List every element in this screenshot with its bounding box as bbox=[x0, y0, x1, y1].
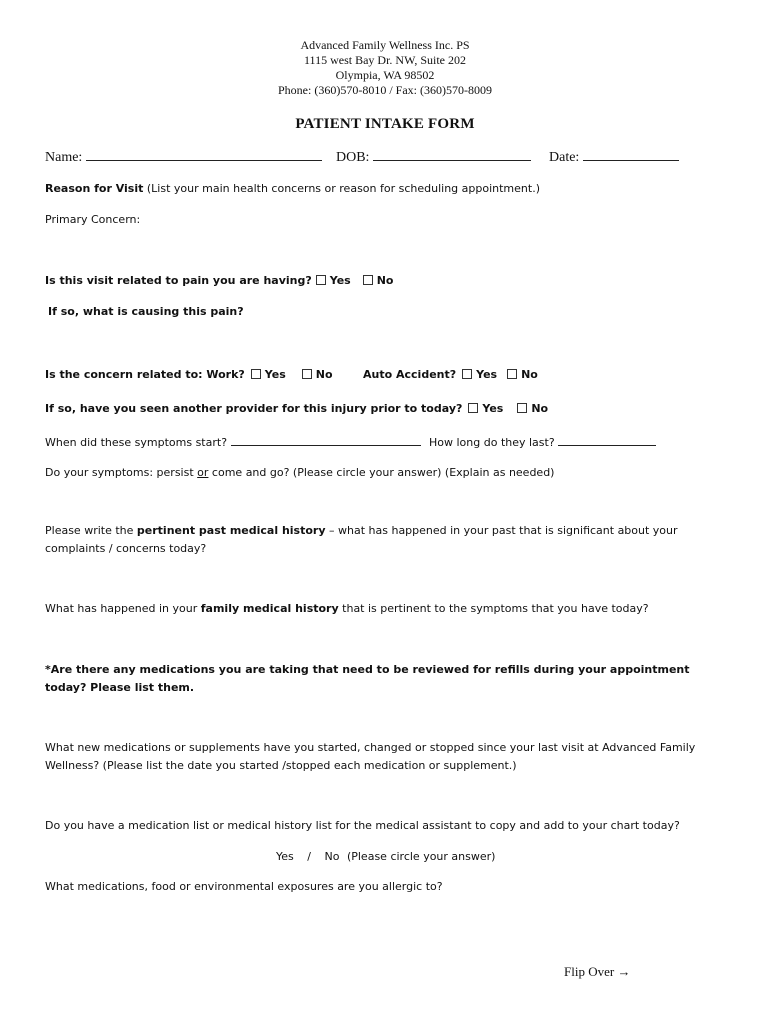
past-history-post: – what has happened in your past that is significant about your complaints / concerns today? bbox=[45, 524, 678, 555]
auto-accident-question bbox=[363, 366, 538, 384]
provider-no-label: No bbox=[531, 402, 549, 415]
name-field-group bbox=[45, 148, 322, 166]
name-label: Name: bbox=[45, 150, 83, 165]
work-no-checkbox[interactable] bbox=[302, 369, 312, 379]
pain-cause-question: If so, what is causing this pain? bbox=[48, 305, 244, 318]
pain-no-checkbox[interactable] bbox=[363, 275, 373, 285]
work-yes-label: Yes bbox=[264, 368, 286, 381]
org-address-line1: 1115 west Bay Dr. NW, Suite 202 bbox=[304, 53, 466, 67]
family-history-question bbox=[45, 600, 649, 618]
symptoms-duration-input-line[interactable] bbox=[558, 433, 656, 446]
past-medical-history-question bbox=[45, 522, 725, 558]
family-history-pre: What has happened in your bbox=[45, 602, 201, 615]
pain-yes-checkbox[interactable] bbox=[316, 275, 326, 285]
form-title: PATIENT INTAKE FORM bbox=[295, 116, 475, 132]
persist-text-pre: Do your symptoms: persist bbox=[45, 466, 198, 479]
work-related-question bbox=[45, 366, 333, 384]
symptoms-start-input-line[interactable] bbox=[231, 433, 421, 446]
dob-label: DOB: bbox=[336, 150, 370, 165]
other-provider-text: If so, have you seen another provider for this injury prior to today? bbox=[45, 402, 463, 415]
reason-for-visit-label: Reason for Visit bbox=[45, 182, 144, 195]
auto-accident-text: Auto Accident? bbox=[363, 368, 457, 381]
dob-field-group bbox=[336, 148, 531, 166]
answer-no[interactable]: No bbox=[324, 850, 340, 863]
auto-no-label: No bbox=[521, 368, 538, 381]
provider-yes-checkbox[interactable] bbox=[468, 403, 478, 413]
org-phone-fax: Phone: (360)570-8010 / Fax: (360)570-8009 bbox=[278, 83, 492, 97]
symptoms-start-label: When did these symptoms start? bbox=[45, 436, 228, 449]
org-name: Advanced Family Wellness Inc. PS bbox=[300, 38, 470, 52]
primary-concern-label: Primary Concern: bbox=[45, 213, 141, 226]
auto-no-checkbox[interactable] bbox=[507, 369, 517, 379]
past-history-bold: pertinent past medical history bbox=[136, 524, 326, 537]
medication-list-question: Do you have a medication list or medical history list for the medical assistant to copy and add to your chart today? bbox=[45, 819, 680, 832]
date-label: Date: bbox=[549, 150, 580, 165]
other-provider-question bbox=[45, 400, 548, 418]
org-address-line2: Olympia, WA 98502 bbox=[335, 68, 435, 82]
medications-refill-question: *Are there any medications you are taking that need to be reviewed for refills during your appointment today? Please list them. bbox=[45, 663, 690, 694]
family-history-bold: family medical history bbox=[200, 602, 339, 615]
symptoms-duration-label: How long do they last? bbox=[429, 436, 555, 449]
medication-list-answer bbox=[276, 848, 495, 866]
pain-no-label: No bbox=[376, 274, 394, 287]
name-input-line[interactable] bbox=[86, 148, 322, 161]
new-medications-question: What new medications or supplements have you started, changed or stopped since your last visit at Advanced Family Wellness? (Please list the date you started /stopped each medication or supplement.) bbox=[45, 741, 696, 772]
past-history-pre: Please write the bbox=[45, 524, 137, 537]
provider-no-checkbox[interactable] bbox=[517, 403, 527, 413]
work-no-label: No bbox=[315, 368, 333, 381]
symptoms-start-field bbox=[45, 433, 421, 452]
answer-note: (Please circle your answer) bbox=[346, 850, 496, 863]
answer-yes[interactable]: Yes bbox=[276, 850, 294, 863]
auto-yes-label: Yes bbox=[476, 368, 498, 381]
family-history-post: that is pertinent to the symptoms that you have today? bbox=[338, 602, 649, 615]
work-yes-checkbox[interactable] bbox=[251, 369, 261, 379]
work-related-text: Is the concern related to: Work? bbox=[45, 368, 245, 381]
pain-yes-label: Yes bbox=[329, 274, 351, 287]
dob-input-line[interactable] bbox=[373, 148, 531, 161]
reason-for-visit bbox=[45, 180, 540, 198]
reason-for-visit-instructions: (List your main health concerns or reason for scheduling appointment.) bbox=[143, 182, 540, 195]
provider-yes-label: Yes bbox=[482, 402, 504, 415]
pain-question bbox=[45, 272, 393, 290]
flip-over-note: Flip Over → bbox=[564, 964, 631, 979]
answer-slash: / bbox=[307, 850, 311, 863]
pain-question-text: Is this visit related to pain you are having? bbox=[45, 274, 312, 287]
allergies-question: What medications, food or environmental exposures are you allergic to? bbox=[45, 880, 443, 893]
persist-question bbox=[45, 464, 554, 482]
date-input-line[interactable] bbox=[583, 148, 679, 161]
auto-yes-checkbox[interactable] bbox=[462, 369, 472, 379]
persist-text-post: come and go? (Please circle your answer) (Explain as needed) bbox=[208, 466, 555, 479]
symptoms-duration-field bbox=[429, 433, 656, 452]
date-field-group bbox=[549, 148, 679, 166]
persist-or: or bbox=[197, 466, 209, 479]
